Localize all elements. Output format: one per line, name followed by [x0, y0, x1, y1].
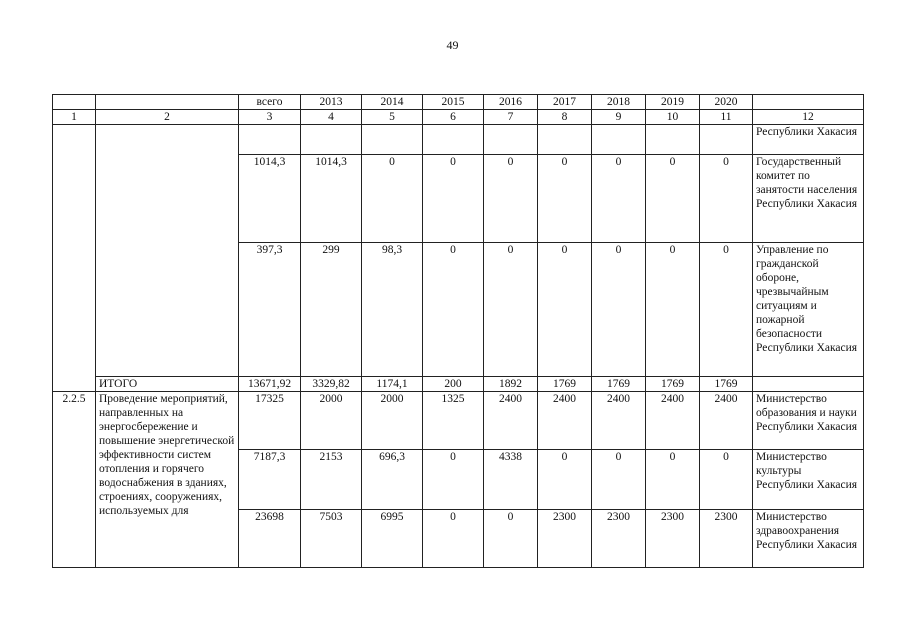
value-cell: 0: [423, 155, 484, 243]
value-cell: 0: [423, 450, 484, 510]
value-cell: 2000: [362, 392, 423, 450]
value-cell: 23698: [239, 510, 301, 568]
value-cell: 17325: [239, 392, 301, 450]
value-cell: 0: [646, 450, 700, 510]
value-cell: 2300: [700, 510, 753, 568]
value-cell: 0: [700, 155, 753, 243]
value-cell: 0: [700, 450, 753, 510]
total-value: 13671,92: [239, 377, 301, 392]
column-number: 6: [423, 110, 484, 125]
column-number: 5: [362, 110, 423, 125]
header-cell: 2014: [362, 95, 423, 110]
value-cell: [301, 125, 362, 155]
header-cell: 2015: [423, 95, 484, 110]
value-cell: [362, 125, 423, 155]
header-cell: 2019: [646, 95, 700, 110]
header-cell: 2018: [592, 95, 646, 110]
value-cell: 299: [301, 243, 362, 377]
item-name: Проведение мероприятий, направленных на энергосбережение и повышение энергетической эффективности систем отопления и горячего водоснабжения в зданиях, строениях, сооружениях, используемых для: [96, 392, 239, 568]
total-value: 1892: [484, 377, 538, 392]
item-number: 2.2.5: [53, 392, 96, 568]
value-cell: 4338: [484, 450, 538, 510]
value-cell: 2400: [484, 392, 538, 450]
value-cell: 98,3: [362, 243, 423, 377]
value-cell: [239, 125, 301, 155]
total-label: ИТОГО: [96, 377, 239, 392]
header-cell: 2020: [700, 95, 753, 110]
value-cell: 2400: [538, 392, 592, 450]
value-cell: 397,3: [239, 243, 301, 377]
value-cell: [646, 125, 700, 155]
total-value: 1769: [646, 377, 700, 392]
value-cell: 6995: [362, 510, 423, 568]
year-header-row: [53, 95, 864, 110]
column-number: 4: [301, 110, 362, 125]
total-value: 1769: [700, 377, 753, 392]
header-cell: 2013: [301, 95, 362, 110]
column-number: 11: [700, 110, 753, 125]
value-cell: 2000: [301, 392, 362, 450]
header-cell: 2017: [538, 95, 592, 110]
total-value: 1769: [538, 377, 592, 392]
table-row: [53, 125, 864, 155]
value-cell: 2300: [538, 510, 592, 568]
header-cell: всего: [239, 95, 301, 110]
column-number: 1: [53, 110, 96, 125]
column-number: 7: [484, 110, 538, 125]
value-cell: 7187,3: [239, 450, 301, 510]
header-cell: [753, 95, 864, 110]
total-row: [53, 377, 864, 392]
executor-cell: Министерство здравоохранения Республики Хакасия: [753, 510, 864, 568]
column-number: 8: [538, 110, 592, 125]
value-cell: 2300: [646, 510, 700, 568]
value-cell: [700, 125, 753, 155]
page-number: 49: [446, 38, 459, 52]
value-cell: [484, 125, 538, 155]
value-cell: 0: [538, 450, 592, 510]
column-number: 12: [753, 110, 864, 125]
value-cell: 0: [646, 155, 700, 243]
value-cell: 0: [423, 243, 484, 377]
value-cell: [538, 125, 592, 155]
executor-cell: Государственный комитет по занятости населения Республики Хакасия: [753, 155, 864, 243]
value-cell: 0: [484, 243, 538, 377]
executor-cell: [753, 377, 864, 392]
value-cell: 0: [592, 243, 646, 377]
header-cell: [96, 95, 239, 110]
header-cell: [53, 95, 96, 110]
column-number-row: [53, 110, 864, 125]
value-cell: 1014,3: [301, 155, 362, 243]
executor-cell: Республики Хакасия: [753, 125, 864, 155]
value-cell: 0: [592, 450, 646, 510]
total-value: 1174,1: [362, 377, 423, 392]
value-cell: 0: [362, 155, 423, 243]
total-value: 3329,82: [301, 377, 362, 392]
value-cell: 2400: [646, 392, 700, 450]
name-cell: [96, 125, 239, 377]
value-cell: 1325: [423, 392, 484, 450]
value-cell: 0: [484, 510, 538, 568]
value-cell: 0: [538, 155, 592, 243]
value-cell: 0: [700, 243, 753, 377]
column-number: 9: [592, 110, 646, 125]
value-cell: 2300: [592, 510, 646, 568]
value-cell: 0: [423, 510, 484, 568]
value-cell: 696,3: [362, 450, 423, 510]
value-cell: 0: [646, 243, 700, 377]
executor-cell: Министерство образования и науки Республики Хакасия: [753, 392, 864, 450]
value-cell: 2400: [700, 392, 753, 450]
header-cell: 2016: [484, 95, 538, 110]
executor-cell: Министерство культуры Республики Хакасия: [753, 450, 864, 510]
column-number: 2: [96, 110, 239, 125]
value-cell: 0: [484, 155, 538, 243]
budget-table: [52, 94, 864, 568]
value-cell: 2400: [592, 392, 646, 450]
value-cell: 2153: [301, 450, 362, 510]
column-number: 10: [646, 110, 700, 125]
value-cell: 7503: [301, 510, 362, 568]
table-row: [53, 392, 864, 450]
value-cell: 1014,3: [239, 155, 301, 243]
value-cell: 0: [592, 155, 646, 243]
value-cell: [592, 125, 646, 155]
value-cell: 0: [538, 243, 592, 377]
number-cell: [53, 125, 96, 392]
total-value: 200: [423, 377, 484, 392]
column-number: 3: [239, 110, 301, 125]
total-value: 1769: [592, 377, 646, 392]
value-cell: [423, 125, 484, 155]
executor-cell: Управление по гражданской обороне, чрезвычайным ситуациям и пожарной безопасности Республики Хакасия: [753, 243, 864, 377]
